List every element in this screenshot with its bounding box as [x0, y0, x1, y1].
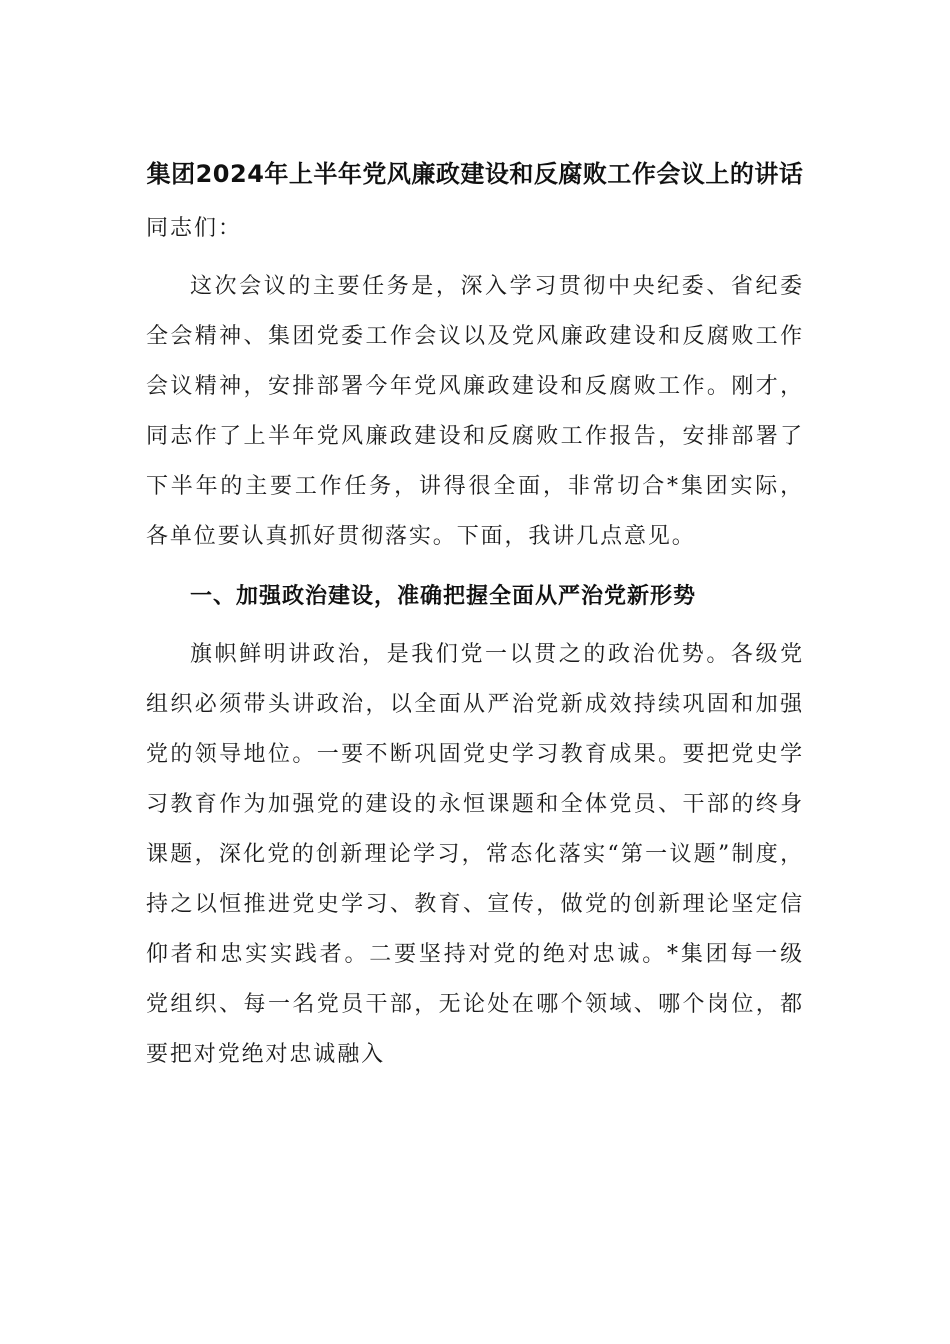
document-title: 集团2024年上半年党风廉政建设和反腐败工作会议上的讲话	[146, 160, 804, 188]
document-content	[146, 148, 804, 1080]
section-1-paragraph: 旗帜鲜明讲政治，是我们党一以贯之的政治优势。各级党组织必须带头讲政治，以全面从严治党新成效持续巩固和加强党的领导地位。一要不断巩固党史学习教育成果。要把党史学习教育作为加强党的建设的永恒课题和全体党员、干部的终身课题，深化党的创新理论学习，常态化落实“第一议题”制度，持之以恒推进党史学习、教育、宣传，做党的创新理论坚定信仰者和忠实实践者。二要坚持对党的绝对忠诚。*集团每一级党组织、每一名党员干部，无论处在哪个领域、哪个岗位，都要把对党绝对忠诚融入	[146, 642, 804, 1067]
section-heading-1: 一、加强政治建设，准确把握全面从严治党新形势	[190, 584, 697, 609]
intro-paragraph: 这次会议的主要任务是，深入学习贯彻中央纪委、省纪委全会精神、集团党委工作会议以及党风廉政建设和反腐败工作会议精神，安排部署今年党风廉政建设和反腐败工作。刚才，同志作了上半年党风廉政建设和反腐败工作报告，安排部署了下半年的主要工作任务，讲得很全面，非常切合*集团实际，各单位要认真抓好贯彻落实。下面，我讲几点意见。	[146, 274, 804, 549]
salutation: 同志们：	[146, 216, 243, 241]
